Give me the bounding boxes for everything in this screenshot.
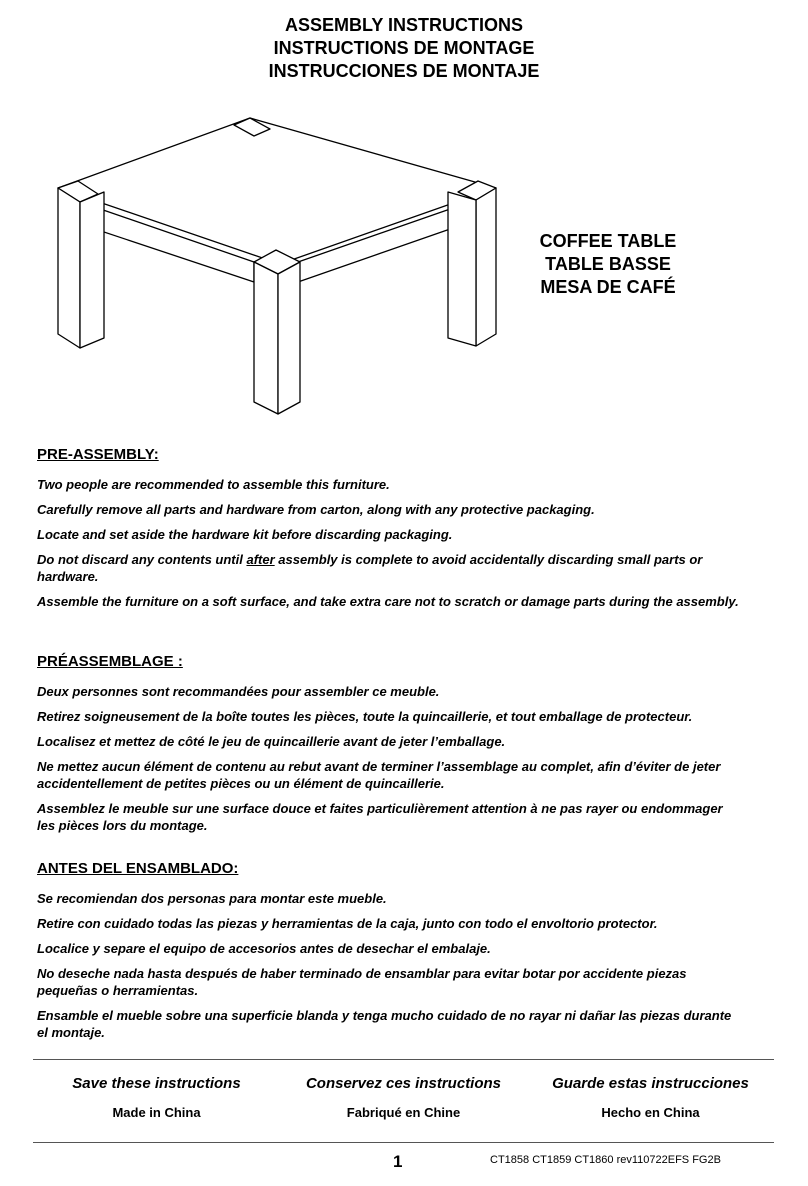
origin-note: Hecho en China [601, 1105, 700, 1120]
instruction-item: Retire con cuidado todas las piezas y herramientas de la caja, junto con todo el envoltorio protector. [37, 916, 658, 931]
instruction-item: Retirez soigneusement de la boîte toutes les pièces, toute la quincaillerie, et tout emballage de protecteur. [37, 709, 693, 724]
section-heading: PRÉASSEMBLAGE : [37, 653, 183, 670]
instruction-item: Assemble the furniture on a soft surface, and take extra care not to scratch or damage parts during the assembly. [37, 594, 739, 609]
product-name-spanish: MESA DE CAFÉ [540, 277, 676, 297]
instruction-item: Localice y separe el equipo de accesorios antes de desechar el embalaje. [37, 941, 491, 956]
pre-assembly-french-section [37, 653, 742, 842]
instruction-item: Carefully remove all parts and hardware from carton, along with any protective packaging. [37, 502, 595, 517]
footer-notes [33, 1075, 774, 1131]
save-instructions-note: Guarde estas instrucciones [552, 1075, 749, 1092]
instruction-item: Localisez et mettez de côté le jeu de quincaillerie avant de jeter l’emballage. [37, 734, 506, 749]
title-french: INSTRUCTIONS DE MONTAGE [273, 38, 535, 58]
instruction-item: Two people are recommended to assemble this furniture. [37, 477, 390, 492]
instruction-item [37, 551, 742, 585]
instruction-item: Ensamble el mueble sobre una superficie blanda y tenga mucho cuidado de no rayar ni dañar las piezas durante el montaje. [37, 1008, 732, 1040]
instruction-item: Assemblez le meuble sur une surface douce et faites particulièrement attention à ne pas rayer ou endommager les pièces lors du montage. [37, 801, 723, 833]
footer-column-spanish [527, 1075, 774, 1121]
page-number: 1 [393, 1152, 403, 1171]
pre-assembly-spanish-section [37, 860, 742, 1049]
instruction-item: Ne mettez aucun élément de contenu au rebut avant de terminer l’assemblage au complet, afin d’éviter de jeter accidentellement de petites pièces ou un élément de quincaillerie. [37, 759, 721, 791]
title-spanish: INSTRUCCIONES DE MONTAJE [268, 61, 540, 81]
origin-note: Made in China [112, 1105, 201, 1120]
product-name-french: TABLE BASSE [545, 254, 671, 274]
emphasis-after: after [246, 552, 275, 567]
instruction-item: Locate and set aside the hardware kit before discarding packaging. [37, 527, 453, 542]
divider [33, 1142, 774, 1143]
footer-column-french [280, 1075, 527, 1121]
section-heading: ANTES DEL ENSAMBLADO: [37, 860, 239, 877]
pre-assembly-english-section [37, 446, 742, 618]
instruction-item: Deux personnes sont recommandées pour assembler ce meuble. [37, 684, 440, 699]
footer-column-english [33, 1075, 280, 1121]
document-title-block [0, 14, 808, 83]
title-english: ASSEMBLY INSTRUCTIONS [284, 15, 524, 35]
instruction-text: assembly is complete to avoid accidentally discarding small parts or hardware. [37, 552, 703, 584]
instruction-item: Se recomiendan dos personas para montar este mueble. [37, 891, 387, 906]
save-instructions-note: Save these instructions [72, 1075, 241, 1092]
product-name-block [518, 230, 698, 299]
section-heading: PRE-ASSEMBLY: [37, 446, 159, 463]
origin-note: Fabriqué en Chine [346, 1105, 461, 1120]
coffee-table-icon [48, 112, 508, 420]
instruction-item: No deseche nada hasta después de haber terminado de ensamblar para evitar botar por accidente piezas pequeñas o herramientas. [37, 966, 687, 998]
save-instructions-note: Conservez ces instructions [305, 1075, 502, 1092]
divider [33, 1059, 774, 1060]
instruction-text: Do not discard any contents until [37, 552, 247, 567]
model-codes: CT1858 CT1859 CT1860 rev110722EFS FG2B [490, 1154, 721, 1166]
product-name-english: COFFEE TABLE [539, 231, 677, 251]
